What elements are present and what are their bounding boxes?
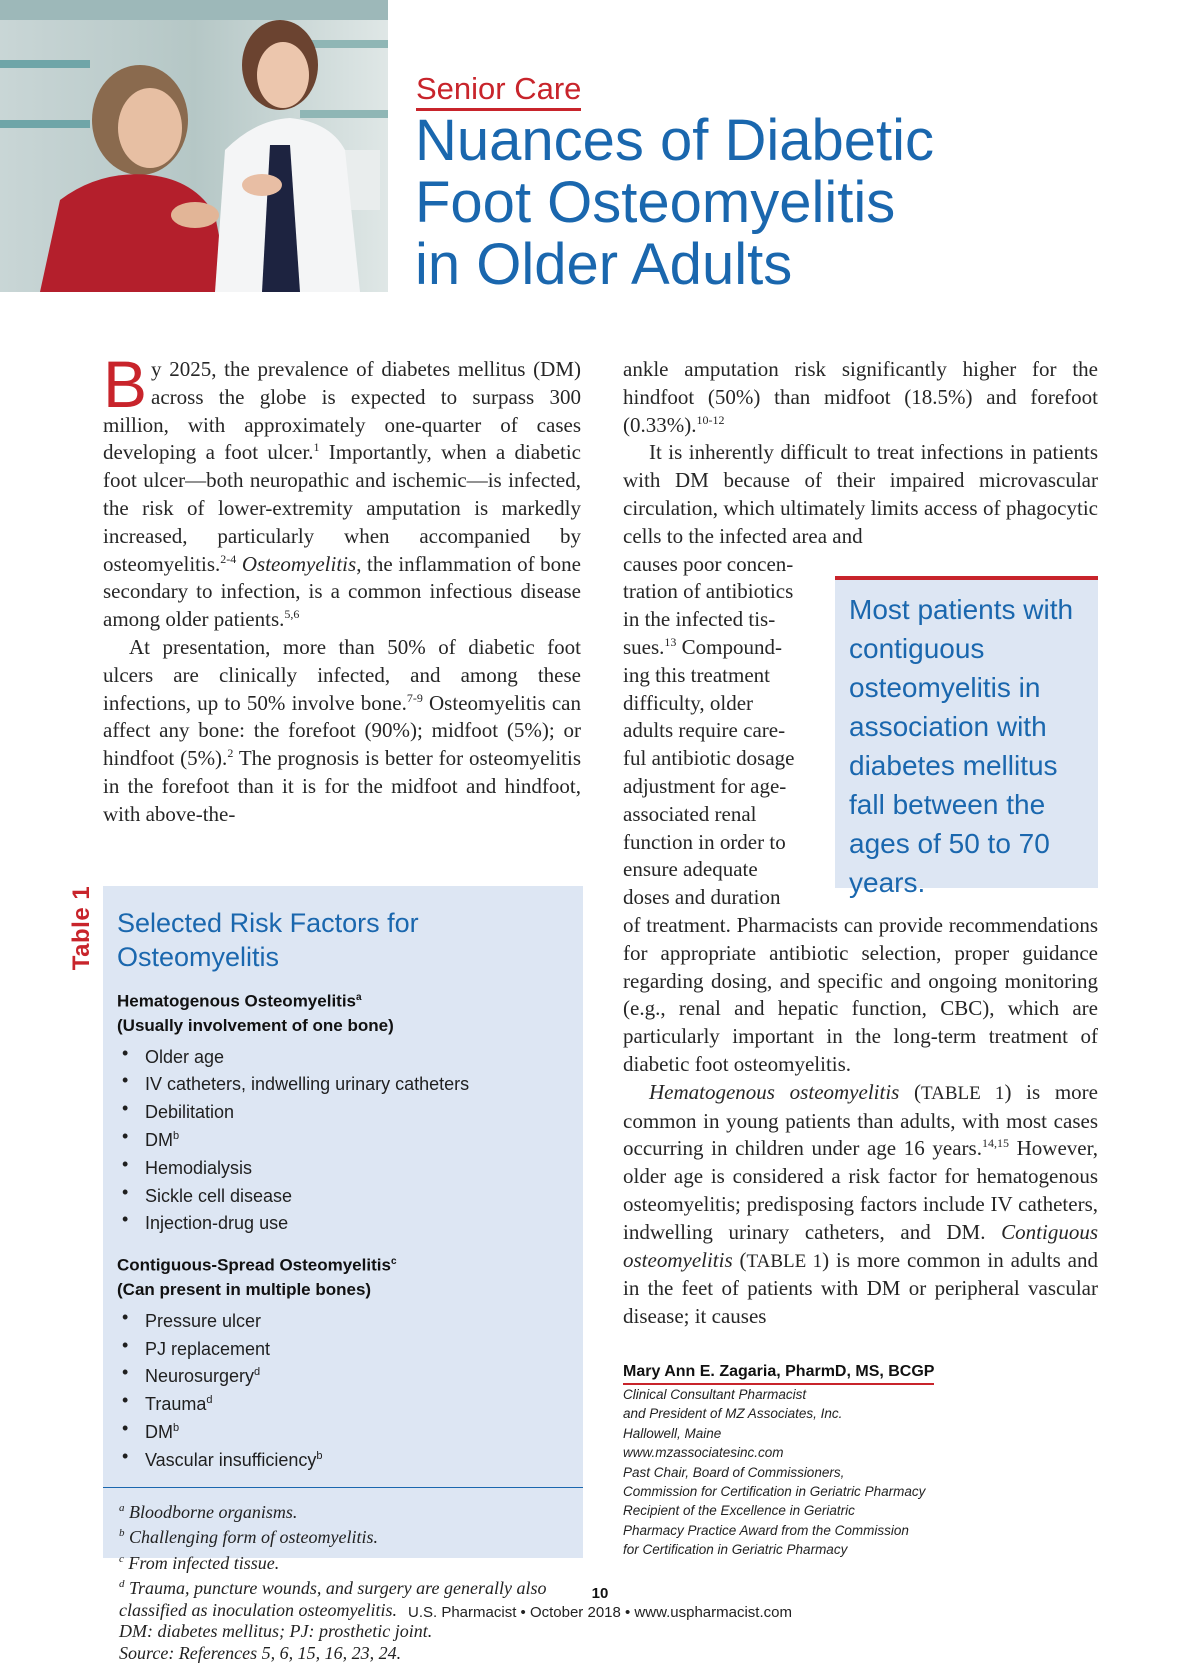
header-photo [0, 0, 388, 292]
footnote: $^c$ From infected tissue. [119, 1552, 280, 1573]
author-bio [623, 1361, 1093, 1560]
list-item: • Sickle cell disease [117, 1181, 569, 1209]
section-kicker: Senior Care [416, 70, 581, 111]
author-line: Pharmacy Practice Award from the Commission [623, 1522, 909, 1538]
footnote: Source: References 5, 6, 15, 16, 23, 24. [119, 1642, 402, 1663]
author-line: and President of MZ Associates, Inc. [623, 1406, 843, 1422]
list-item: • Hemodialysis [117, 1153, 569, 1181]
table-tab-label: Table 1 [68, 885, 95, 971]
author-name: Mary Ann E. Zagaria, PharmD, MS, BCGP [623, 1361, 934, 1385]
author-line: Past Chair, Board of Commissioners, [623, 1464, 845, 1480]
title-line: Nuances of Diabetic [415, 108, 935, 173]
contiguous-list [117, 1306, 569, 1473]
title-line: in Older Adults [415, 232, 793, 297]
paragraph: of treatment. Pharmacists can provide recommendations for appropriate antibiotic selection, proper guidance regarding dosing, and specific and ongoing monitoring (e.g., renal and hepatic function, CBC), which are particularly important in the long-term treatment of diabetic foot osteomyelitis. [623, 912, 1098, 1076]
list-item: • Trauma$^d$ [117, 1389, 569, 1417]
table-group-heading: Contiguous-Spread Osteomyelitis$^c$ [117, 1255, 397, 1275]
drop-cap: B [103, 347, 148, 421]
paragraph: At presentation, more than 50% of diabetic foot ulcers are clinically infected, and among these infections, up to 50% involve bone.$^{7-9}$ Osteomyelitis can affect any bone: the forefoot (90%); midfoot (5%); or hindfoot (5%).$^2$ The prognosis is better for osteomyelitis in the forefoot than it is for the midfoot and hindfoot, with above-the- [103, 634, 581, 826]
paragraph: Hematogenous osteomyelitis (TABLE 1) is more common in young patients than adults, with most cases occurring in children under age 16 years.$^{14,15}$ However, older age is considered a risk factor for hematogenous osteomyelitis; predisposing factors include IV catheters, indwelling urinary catheters, and DM. Contiguous osteomyelitis (TABLE 1) is more common in adults and in the feet of patients with DM or peripheral vascular disease; it causes [623, 1079, 1099, 1329]
table-group-heading: Hematogenous Osteomyelitis$^a$ [117, 991, 362, 1011]
wrapped-text: causes poor concen- tration of antibiotics in the infected tis- sues.$^{13}$ Compound- ing this treatment difficulty, older adults require care- ful antibiotic dosage adjustment for age- associated renal function in order to ensure adequate doses and duration [623, 551, 795, 910]
footnote: $^b$ Challenging form of osteomyelitis. [119, 1527, 378, 1548]
footnote: $^d$ Trauma, puncture wounds, and surgery are generally also classified as inoculation osteomyelitis. [119, 1578, 547, 1620]
list-item: • Neurosurgery$^d$ [117, 1361, 569, 1389]
list-item: • IV catheters, indwelling urinary catheters [117, 1069, 569, 1097]
table-divider [103, 1487, 583, 1488]
paragraph: By 2025, the prevalence of diabetes mellitus (DM) across the globe is expected to surpass 300 million, with approximately one-quarter of cases developing a foot ulcer.$^1$ Importantly, when a diabetic foot ulcer—both neuropathic and ischemic—is infected, the risk of lower-extremity amputation is markedly increased, particularly when accompanied by osteomyelitis.$^{2-4}$ Osteomyelitis, the inflammation of bone secondary to infection, is a common infectious disease among older patients.$^{5,6}$ [103, 347, 581, 632]
pull-quote: Most patients with contiguous osteomyelitis in association with diabetes mellitus fall between the ages of 50 to 70 years. [835, 576, 1098, 888]
table-title: Selected Risk Factors for Osteomyelitis [117, 908, 419, 972]
author-website[interactable]: www.mzassociatesinc.com [623, 1445, 784, 1461]
list-item: • $DM^b$ [117, 1417, 569, 1445]
hematogenous-list [117, 1042, 569, 1237]
list-item: • Injection-drug use [117, 1208, 569, 1236]
table-group-subheading: (Usually involvement of one bone) [117, 1015, 394, 1035]
author-line: Clinical Consultant Pharmacist [623, 1387, 807, 1402]
table-group-subheading: (Can present in multiple bones) [117, 1279, 372, 1299]
body-column-1 [103, 347, 581, 829]
author-line: Recipient of the Excellence in Geriatric [623, 1503, 855, 1519]
footnote: DM: diabetes mellitus; PJ: prosthetic joint. [119, 1621, 433, 1642]
author-line: Hallowell, Maine [623, 1425, 722, 1441]
article-title [415, 110, 1175, 296]
author-line: Commission for Certification in Geriatric Pharmacy [623, 1484, 926, 1500]
author-line: for Certification in Geriatric Pharmacy [623, 1542, 848, 1558]
paragraph: It is inherently difficult to treat infections in patients with DM because of their impaired microvascular circulation, which ultimately limits access of phagocytic cells to the infected area and [623, 440, 1098, 548]
table-footnotes [117, 1498, 569, 1664]
list-item: • PJ replacement [117, 1334, 569, 1362]
list-item: • $DM^b$ [117, 1125, 569, 1153]
footnote: $^a$ Bloodborne organisms. [119, 1501, 298, 1522]
list-item: • Debilitation [117, 1097, 569, 1125]
list-item: • Older age [117, 1042, 569, 1070]
page-number: 10 [591, 1585, 609, 1602]
risk-factors-table [103, 886, 583, 1663]
list-item: • Vascular insufficiency$^b$ [117, 1445, 569, 1473]
paragraph: ankle amputation risk significantly higher for the hindfoot (50%) than midfoot (18.5%) and forefoot (0.33%).$^{10-12}$ [623, 357, 1098, 437]
list-item: • Pressure ulcer [117, 1306, 569, 1334]
title-line: Foot Osteomyelitis [415, 170, 896, 235]
page-footer: U.S. Pharmacist • October 2018 • www.uspharmacist.com [408, 1604, 792, 1621]
